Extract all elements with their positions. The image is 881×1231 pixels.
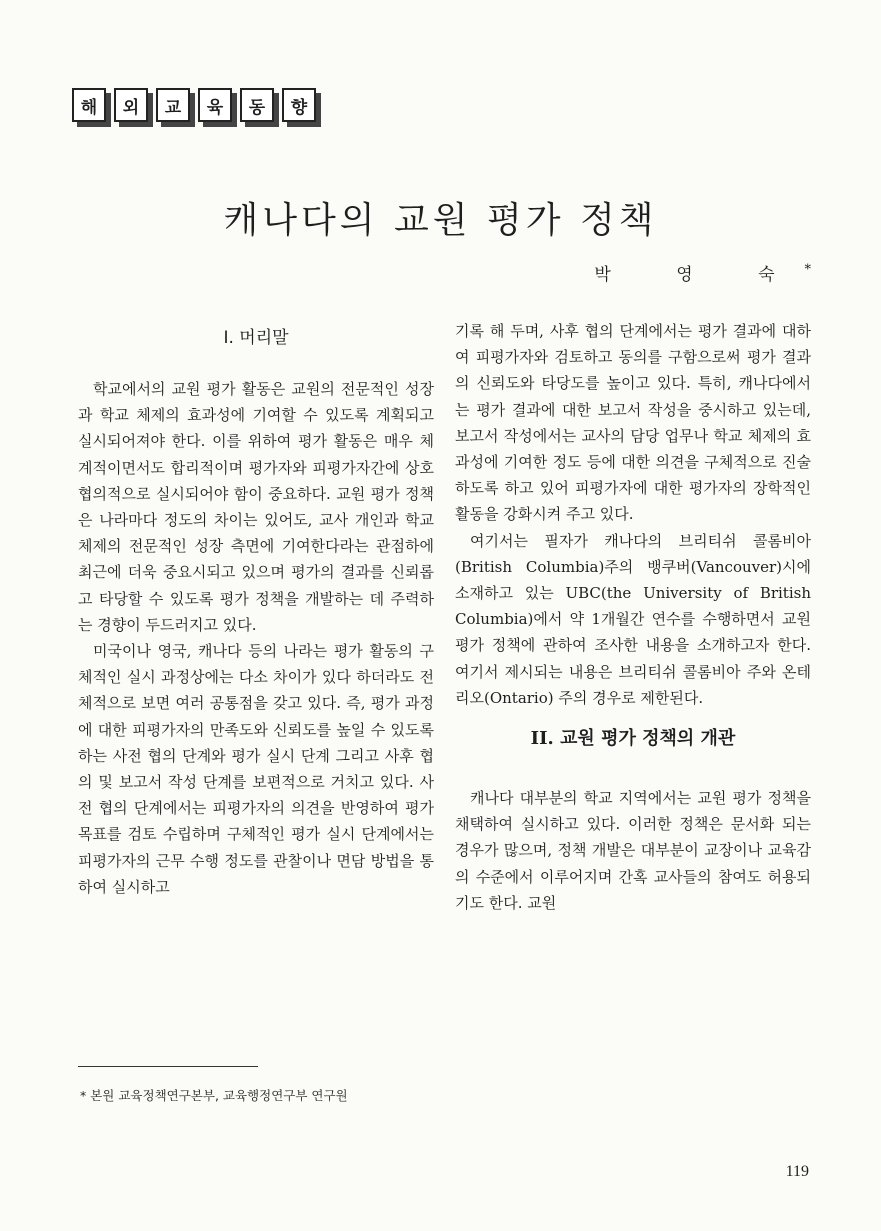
left-column (78, 318, 434, 900)
section-label-char: 교 (156, 88, 190, 122)
section-label-char: 외 (114, 88, 148, 122)
body-paragraph: 여기서는 필자가 캐나다의 브리티쉬 콜롬비아(British Columbia)주의 뱅쿠버(Vancouver)시에 소재하고 있는 UBC(the University of British Columbia)에서 약 1개월간 연수를 수행하면서 교원 평가 정책에 관하여 조사한 내용을 소개하고자 한다. 여기서 제시되는 내용은 브리티쉬 콜롬비아 주와 온테리오(Ontario) 주의 경우로 제한된다. (455, 531, 811, 707)
body-paragraph-continued: 기록 해 두며, 사후 협의 단계에서는 평가 결과에 대하여 피평가자와 검토하고 동의를 구함으로써 평가 결과의 신뢰도와 타당도를 높이고 있다. 특히, 캐나다에서는 평가 결과에 대한 보고서 작성을 중시하고 있는데, 보고서 작성에서는 교사의 담당 업무나 학교 체제의 효과성에 기여한 정도 등에 대한 의견을 구체적으로 진술하도록 하고 있어 피평가자에 대한 평가자의 장학적인 활동을 강화시켜 주고 있다. (455, 322, 811, 524)
right-column (455, 318, 811, 916)
author-footnote-mark: * (804, 262, 811, 278)
body-paragraph: 캐나다 대부분의 학교 지역에서는 교원 평가 정책을 채택하여 실시하고 있다. 이러한 정책은 문서화 되는 경우가 많으며, 정책 개발은 대부분이 교장이나 교육감의 수준에서 이루어지며 간혹 교사들의 참여도 허용되기도 한다. 교원 (455, 789, 811, 912)
author-name: 박 영 숙 (594, 265, 805, 285)
section-label-char: 동 (240, 88, 274, 122)
author-footnote: * 본원 교육정책연구본부, 교육행정연구부 연구원 (80, 1088, 348, 1103)
author-line (594, 260, 811, 285)
section-label (72, 88, 324, 122)
footnote-divider (78, 1066, 258, 1067)
page-number: 119 (785, 1163, 809, 1180)
body-paragraph: 학교에서의 교원 평가 활동은 교원의 전문적인 성장과 학교 체제의 효과성에 기여할 수 있도록 계획되고 실시되어져야 한다. 이를 위하여 평가 활동은 매우 체계적이면서도 합리적이며 평가자와 피평가자간에 상호 협의적으로 실시되어야 함이 중요하다. 교원 평가 정책은 나라마다 정도의 차이는 있어도, 교사 개인과 학교 체제의 전문적인 성장 측면에 기여한다라는 관점하에 최근에 더욱 중요시되고 있으며 평가의 결과를 신뢰롭고 타당할 수 있도록 평가 정책을 개발하는 데 주력하는 경향이 두드러지고 있다. (78, 380, 434, 634)
section-label-char: 향 (282, 88, 316, 122)
body-paragraph: 미국이나 영국, 캐나다 등의 나라는 평가 활동의 구체적인 실시 과정상에는 다소 차이가 있다 하더라도 전체적으로 보면 여러 공통점을 갖고 있다. 즉, 평가 과정에 대한 피평가자의 만족도와 신뢰도를 높일 수 있도록 하는 사전 협의 단계와 평가 실시 단계 그리고 사후 협의 및 보고서 작성 단계를 보편적으로 거치고 있다. 사전 협의 단계에서는 피평가자의 의견을 반영하여 평가 목표를 검토 수립하며 구체적인 평가 실시 단계에서는 피평가자의 근무 수행 정도를 관찰이나 면담 방법을 통하여 실시하고 (78, 642, 434, 896)
article-title: 캐나다의 교원 평가 정책 (223, 200, 658, 242)
section-label-char: 육 (198, 88, 232, 122)
section-heading-intro: I. 머리말 (223, 328, 289, 348)
section-label-char: 해 (72, 88, 106, 122)
section-heading-overview: II. 교원 평가 정책의 개관 (530, 728, 736, 750)
